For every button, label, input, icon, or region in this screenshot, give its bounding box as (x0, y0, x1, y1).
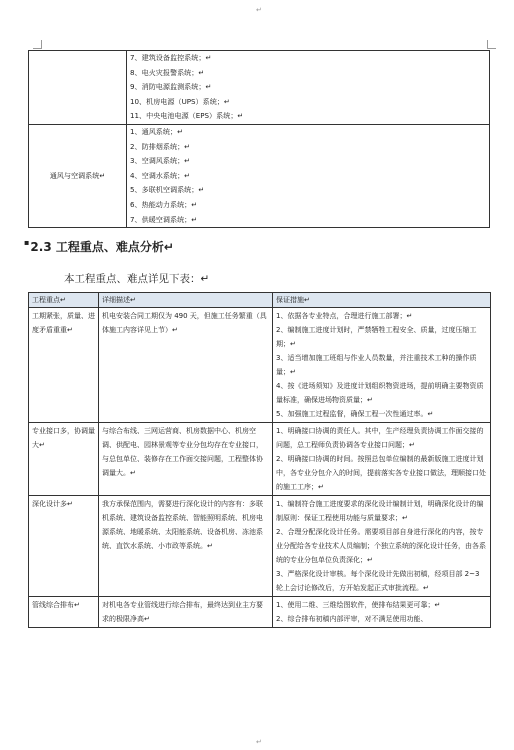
table-row (29, 496, 491, 597)
key-point-cell: 深化设计多↵ (29, 496, 99, 597)
measures-cell (273, 308, 491, 423)
column-header: 保证措施↵ (273, 293, 491, 308)
table-row (29, 423, 491, 496)
section-number: 2.3 (30, 240, 52, 254)
measure-item: 3、适当增加施工班组与作业人员数量，并注重技术工种的操作质量；↵ (276, 354, 477, 376)
measure-item: 2、合理分配深化设计任务。需要项目部自身进行深化的内容，按专业分配给各专业技术人员编制；个独立系统的深化设计任务，由各系统的专业分包单位负责深化；↵ (276, 528, 486, 564)
description-cell: 机电安装合同工期仅为 490 天，但施工任务繁重（具体施工内容详见上节）↵ (99, 308, 273, 423)
list-item: 10、机房电源（UPS）系统；↵ (130, 96, 230, 106)
list-item: 11、中央电池电源（EPS）系统；↵ (130, 111, 244, 121)
table-row (29, 308, 491, 423)
system-list-cell (127, 124, 490, 227)
list-item: 3、空调风系统；↵ (130, 156, 191, 166)
description-cell: 对机电各专业管线进行综合排布，最终达到业主方要求的极限净高↵ (99, 597, 273, 628)
list-item: 8、电火灾报警系统；↵ (130, 67, 205, 77)
measure-item: 4、按《进场须知》及进度计划组织物资进场，提前明确主要物资质量标准，确保进场物资质量；↵ (276, 382, 484, 404)
measure-item: 2、综合排布初稿内部评审，对不满足使用功能、 (276, 615, 428, 623)
system-list-cell (127, 51, 490, 125)
measure-item: 5、加强施工过程监督，确保工程一次性通过率。↵ (276, 410, 434, 418)
list-item: 2、防排烟系统；↵ (130, 141, 191, 151)
measure-item: 2、编制施工进度计划时，严禁牺牲工程安全、质量，过度压缩工期；↵ (276, 326, 477, 348)
list-item: 9、消防电源监测系统；↵ (130, 82, 212, 92)
measure-item: 1、明确接口协调的责任人。其中，生产经理负责协调工作面交接的问题，总工程师负责协调各专业接口问题；↵ (276, 427, 484, 449)
list-item: 5、多联机空调系统；↵ (130, 185, 205, 195)
paragraph-mark: ↵ (256, 6, 262, 14)
table-row (29, 51, 490, 125)
table-cell-empty (29, 51, 127, 125)
description-cell: 我方承保范围内，需要进行深化设计的内容有：多联机系统、建筑设备监控系统、智能照明系统、机房电源系统、地暖系统、太阳能系统、设备机房、冻池系统、直饮水系统、小市政等系统。↵ (99, 496, 273, 597)
crop-mark-top-left (33, 40, 42, 49)
crop-mark-top-right (487, 40, 496, 49)
list-item: 6、热能动力系统；↵ (130, 199, 198, 209)
list-item: 4、空调水系统；↵ (130, 170, 191, 180)
table-header-row (29, 293, 491, 308)
list-item: 7、建筑设备监控系统；↵ (130, 53, 212, 62)
measure-item: 2、明确接口协调的时间。按照总包单位编制的最新版施工进度计划中，各专业分包介入的时间，提前落实各专业接口做法，理顺接口处的施工工序；↵ (276, 455, 486, 491)
section-heading (24, 238, 174, 255)
key-point-cell: 工期紧张，质量、进度矛盾重重↵ (29, 308, 99, 423)
category-cell: 通风与空调系统↵ (29, 124, 127, 227)
section-title: 工程重点、难点分析↵ (55, 240, 174, 254)
key-points-table (28, 292, 491, 628)
measure-item: 1、使用二维、三维绘图软件，使排布结果更可靠；↵ (276, 601, 441, 609)
measure-item: 1、依据各专业特点，合理进行施工部署；↵ (276, 312, 413, 320)
measures-cell (273, 597, 491, 628)
list-item: 1、通风系统；↵ (130, 126, 184, 136)
table-row (29, 597, 491, 628)
column-header: 详细描述↵ (99, 293, 273, 308)
measures-cell (273, 423, 491, 496)
measure-item: 1、编制符合施工进度要求的深化设计编制计划，明确深化设计的编制原则：保证工程使用功能与质量要求；↵ (276, 500, 484, 522)
systems-table (28, 50, 490, 228)
key-point-cell: 专业接口多，协调量大↵ (29, 423, 99, 496)
bullet-icon: ▪ (24, 238, 30, 247)
measure-item: 3、严格深化设计审核。每个深化设计先做出初稿，经项目部 2~3 轮上会讨论修改后，方开始发起正式审批流程。↵ (276, 570, 480, 592)
description-cell: 与综合布线、三网运营商、机房数据中心、机房空调、供配电、园林景观等专业分包均存在专业接口，与总包单位、装修存在工作面交接问题，工程整体协调量大。↵ (99, 423, 273, 496)
key-point-cell: 管线综合排布↵ (29, 597, 99, 628)
measures-cell (273, 496, 491, 597)
paragraph-mark: ↵ (256, 738, 262, 746)
column-header: 工程重点↵ (29, 293, 99, 308)
table-row (29, 124, 490, 227)
list-item: 7、供暖空调系统；↵ (130, 214, 198, 224)
intro-paragraph: 本工程重点、难点详见下表：↵ (64, 273, 210, 285)
